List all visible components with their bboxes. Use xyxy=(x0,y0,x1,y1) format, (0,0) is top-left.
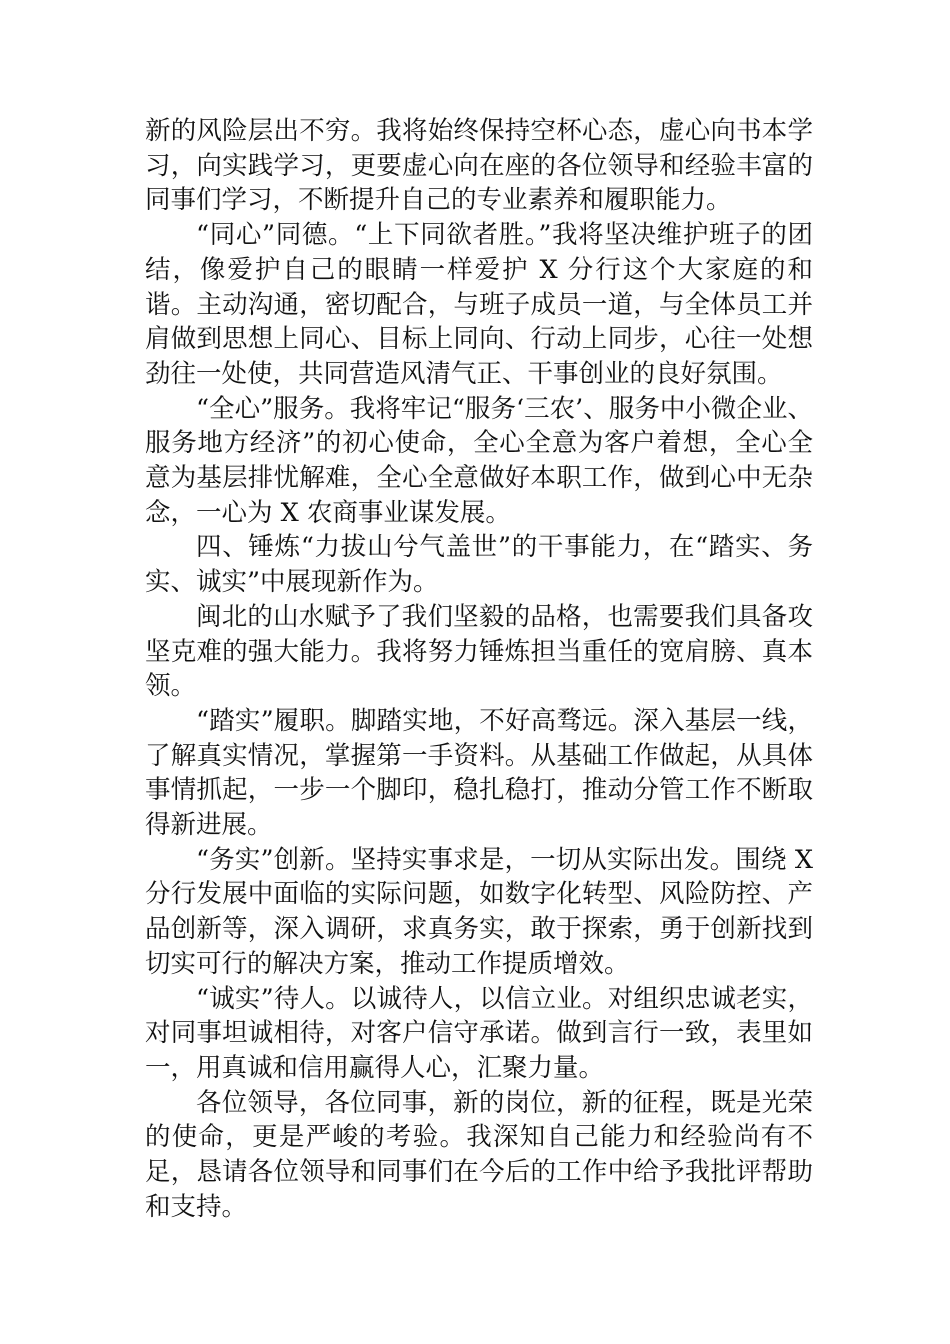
paragraph-minbei: 闽北的山水赋予了我们坚毅的品格，也需要我们具备攻坚克难的强大能力。我将努力锤炼担当重任的宽肩膀、真本领。 xyxy=(145,601,813,702)
paragraph-closing: 各位领导，各位同事，新的岗位，新的征程，既是光荣的使命，更是严峻的考验。我深知自己能力和经验尚有不足，恳请各位领导和同事们在今后的工作中给予我批评帮助和支持。 xyxy=(145,1087,813,1222)
document-body xyxy=(145,114,813,1225)
section-heading-four: 四、锤炼“力拔山兮气盖世”的干事能力，在“踏实、务实、诚实”中展现新作为。 xyxy=(145,532,813,598)
paragraph-tashi: “踏实”履职。脚踏实地，不好高骛远。深入基层一线，了解真实情况，掌握第一手资料。从基础工作做起，从具体事情抓起，一步一个脚印，稳扎稳打，推动分管工作不断取得新进展。 xyxy=(145,705,813,841)
paragraph-wushi: “务实”创新。坚持实事求是，一切从实际出发。围绕 X 分行发展中面临的实际问题，如数字化转型、风险防控、产品创新等，深入调研，求真务实，敢于探索，勇于创新找到切实可行的解决方案，推动工作提质增效。 xyxy=(145,844,813,979)
paragraph-tongxin: “同心”同德。“上下同欲者胜。”我将坚决维护班子的团结，像爱护自己的眼睛一样爱护 X 分行这个大家庭的和谐。主动沟通，密切配合，与班子成员一道，与全体员工并肩做到思想上同心、目标上同向、行动上同步，心往一处想劲往一处使，共同营造风清气正、干事创业的良好氛围。 xyxy=(145,220,813,389)
paragraph-quanxin: “全心”服务。我将牢记“服务‘三农’、服务中小微企业、服务地方经济”的初心使命，全心全意为客户着想，全心全意为基层排忧解难，全心全意做好本职工作，做到心中无杂念，一心为 X 农商事业谋发展。 xyxy=(145,393,813,528)
paragraph-continuation: 新的风险层出不穷。我将始终保持空杯心态，虚心向书本学习，向实践学习，更要虚心向在座的各位领导和经验丰富的同事们学习，不断提升自己的专业素养和履职能力。 xyxy=(145,116,813,216)
paragraph-chengshi: “诚实”待人。以诚待人，以信立业。对组织忠诚老实，对同事坦诚相待，对客户信守承诺。做到言行一致，表里如一，用真诚和信用赢得人心，汇聚力量。 xyxy=(145,983,813,1083)
